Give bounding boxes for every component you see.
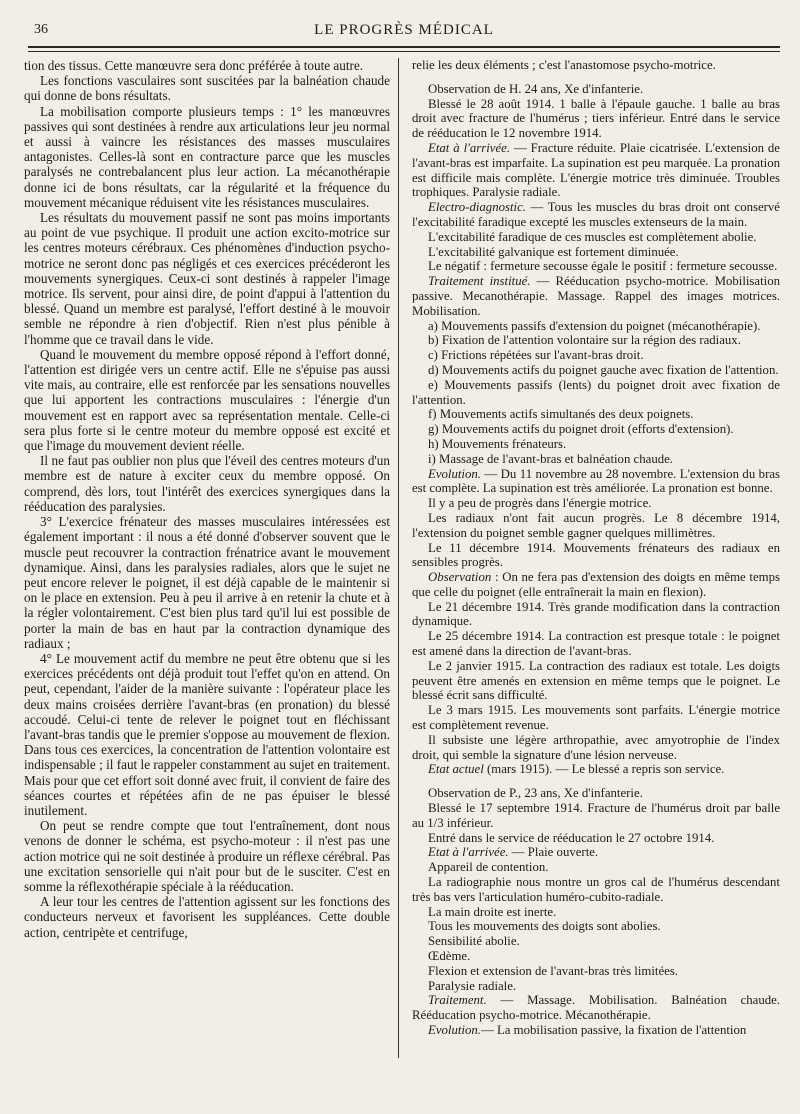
paragraph-text: Le 3 mars 1915. Les mouvements sont parfaits. L'énergie motrice est complètement revenue. — [412, 703, 780, 733]
paragraph — [24, 73, 390, 103]
paragraph-lead: Evolution. — [428, 1023, 481, 1037]
paragraph-text: Paralysie radiale. — [428, 978, 517, 993]
paragraph — [412, 845, 780, 860]
paragraph-text: Blessé le 17 septembre 1914. Fracture de l'humérus droit par balle au 1/3 inférieur. — [412, 801, 780, 830]
paragraph — [24, 58, 390, 73]
paragraph — [412, 934, 780, 949]
paragraph — [412, 964, 780, 979]
paragraph — [412, 1023, 780, 1038]
paragraph — [412, 230, 780, 245]
paragraph — [24, 818, 390, 894]
paragraph-text: — Fracture réduite. Plaie cicatrisée. L'extension de l'avant-bras est imparfaite. La supination est peu marquée. La pronation est difficile mais complète. L'énergie motrice très diminuée. Troubles trophiques. Paralysie radiale. — [412, 140, 780, 200]
paragraph — [412, 949, 780, 964]
paragraph-text: Le 11 décembre 1914. Mouvements frénateurs des radiaux en sensibles progrès. — [412, 540, 780, 570]
paragraph — [412, 245, 780, 260]
paragraph-text: A leur tour les centres de l'attention agissent sur les fonctions des conducteurs nerveux et favorisent les suppléances. Cette double action, centripète et centrifuge, — [24, 894, 390, 940]
paragraph-text: tion des tissus. Cette manœuvre sera donc préférée à toute autre. — [24, 58, 364, 73]
paragraph — [412, 905, 780, 920]
paragraph-text: — Du 11 novembre au 28 novembre. L'extension du bras est complète. La supination est très améliorée. La pronation est bonne. — [412, 466, 780, 496]
paragraph-text: e) Mouvements passifs (lents) du poignet droit avec fixation de l'attention. — [412, 377, 780, 407]
paragraph-text: Il subsiste une légère arthropathie, avec amyotrophie de l'index droit, qui semble la signature d'une lésion nerveuse. — [412, 732, 780, 762]
paragraph-text: Sensibilité abolie. — [428, 934, 520, 949]
paragraph-text: Appareil de contention. — [428, 860, 549, 875]
paragraph-text: c) Frictions répétées sur l'avant-bras droit. — [428, 348, 644, 363]
paragraph — [412, 496, 780, 511]
paragraph — [24, 514, 390, 651]
paragraph — [412, 348, 780, 363]
paragraph — [412, 570, 780, 600]
paragraph — [412, 831, 780, 846]
right-column — [412, 58, 780, 1038]
paragraph — [412, 82, 780, 97]
paragraph — [412, 259, 780, 274]
paragraph-text: — Massage. Mobilisation. Balnéation chaude. Rééducation psycho-motrice. Mécanothérapie. — [412, 993, 780, 1023]
paragraph — [412, 979, 780, 994]
paragraph-text: : On ne fera pas d'extension des doigts en même temps que celle du poignet (elle entraînerait la main en flexion). — [412, 570, 780, 599]
paragraph — [24, 210, 390, 347]
header-rule — [28, 46, 780, 52]
paragraph — [412, 319, 780, 334]
paragraph — [412, 437, 780, 452]
paragraph-text: Les radiaux n'ont fait aucun progrès. Le 8 décembre 1914, l'extension du poignet semble gagner quelques millimètres. — [412, 510, 780, 540]
paragraph-lead: Observation — [428, 570, 492, 585]
paragraph-text: d) Mouvements actifs du poignet gauche avec fixation de l'attention. — [428, 362, 779, 377]
paragraph-lead: Electro-diagnostic. — [428, 200, 526, 215]
paragraph — [412, 333, 780, 348]
paragraph-text: Les fonctions vasculaires sont suscitées par la balnéation chaude qui donne de bons résultats. — [24, 73, 390, 104]
paragraph — [412, 659, 780, 703]
paragraph — [24, 894, 390, 940]
left-column — [24, 58, 390, 940]
paragraph — [412, 919, 780, 934]
paragraph-text: La mobilisation comporte plusieurs temps : 1° les manœuvres passives qui sont destinées à rendre aux articulations leur jeu normal et aussi à vaincre les résistances des masses musculaires antagonistes. Celles-là sont en contracture parce que les muscles paralysés ne contrebalancent plus leur action. La mécanothérapie donne ici de bons résultats, car la régularité et la fréquence du mouvement mécanique réduisent vite les résistances musculaires. — [24, 103, 390, 210]
paragraph-text: Blessé le 28 août 1914. 1 balle à l'épaule gauche. 1 balle au bras droit avec fracture de l'humérus ; tiers inférieur. Entré dans le service de rééducation le 12 novembre 1914. — [412, 96, 780, 141]
paragraph-text: 3° L'exercice frénateur des masses musculaires intéressées est également important : il nous a été donné d'observer souvent que le muscle peut recouvrer la contraction frénatrice avant le mouvement dynamique. Ainsi, dans les paralysies radiales, alors que le sujet ne peut encore relever le poignet, il est déjà capable de le maintenir si on le place en extension. Peu à peu il arrive à en retenir la chute et à la régler volontairement. C'est bien plus tard qu'il lui est possible de porter la main de bas en haut par la contraction dynamique des radiaux ; — [24, 514, 390, 651]
paragraph-text: a) Mouvements passifs d'extension du poignet (mécanothérapie). — [428, 318, 761, 333]
paragraph-text: Entré dans le service de rééducation le 27 octobre 1914. — [428, 830, 715, 845]
paragraph-text: i) Massage de l'avant-bras et balnéation chaude. — [428, 451, 673, 466]
paragraph — [24, 347, 390, 453]
paragraph-text: Flexion et extension de l'avant-bras très limitées. — [428, 963, 679, 978]
paragraph-text: La main droite est inerte. — [428, 904, 557, 919]
paragraph — [412, 422, 780, 437]
paragraph-text: g) Mouvements actifs du poignet droit (efforts d'extension). — [428, 422, 734, 437]
paragraph — [24, 104, 390, 210]
paragraph — [412, 378, 780, 408]
paragraph-lead: Etat à l'arrivée. — [428, 845, 509, 860]
paragraph-text: — Rééducation psycho-motrice. Mobilisation passive. Mecanothérapie. Massage. Rappel des images motrices. Mobilisation. — [412, 274, 780, 318]
paragraph-text: — Tous les muscles du bras droit ont conservé l'excitabilité faradique excepté les muscles extenseurs de la main. — [412, 200, 780, 229]
paragraph-lead: Traitement. — [428, 993, 487, 1008]
paragraph-text: (mars 1915). — Le blessé a repris son service. — [483, 762, 725, 777]
paragraph-text: 4° Le mouvement actif du membre ne peut être obtenu que si les exercices précédents ont déjà produit tout l'effet qu'on en attend. On peut, cependant, l'aider de la manière suivante : l'opérateur place les deux mains croisées derrière l'avant-bras (en pronation) du blessé accoudé. Celui-ci tente de relever le poignet tout en fléchissant l'avant-bras tandis que le premier s'oppose au mouvement de flexion. Dans tous ces exercices, la concentration de l'attention volontaire est indispensable ; il faut le rappeler constamment au sujet en traitement. Mais pour que cet effort soit donné avec fruit, il convient de faire des séances courtes et répétées afin de ne pas épuiser le blessé inutilement. — [24, 650, 390, 818]
paragraph-text: b) Fixation de l'attention volontaire sur la région des radiaux. — [428, 333, 741, 348]
paragraph-lead: Evolution. — [428, 466, 481, 481]
paragraph — [412, 200, 780, 230]
paragraph — [412, 993, 780, 1023]
page-header — [24, 20, 784, 44]
paragraph — [412, 511, 780, 541]
paragraph — [412, 467, 780, 497]
paragraph-text: La radiographie nous montre un gros cal de l'humérus descendant très bas vers l'articulation huméro-cubito-radiale. — [412, 875, 780, 904]
paragraph — [412, 703, 780, 733]
paragraph — [412, 58, 780, 73]
paragraph-text: Observation de H. 24 ans, Xe d'infanterie. — [428, 81, 644, 96]
paragraph-text: Il ne faut pas oublier non plus que l'éveil des centres moteurs d'un membre est de nature à exciter ceux du membre opposé. On comprend, dès lors, tout l'intérêt des exercices synergiques dans la rééducation des paralysies. — [24, 453, 390, 514]
paragraph-lead: Traitement institué. — [428, 274, 531, 289]
paragraph — [412, 541, 780, 571]
paragraph — [412, 762, 780, 777]
paragraph-text: Le 21 décembre 1914. Très grande modification dans la contraction dynamique. — [412, 599, 780, 629]
paragraph — [412, 363, 780, 378]
paragraph — [412, 860, 780, 875]
paragraph — [412, 629, 780, 659]
paragraph-text: Quand le mouvement du membre opposé répond à l'effort donné, l'attention est dirigée vers un centre actif. Elle ne s'épuise pas aussi vite mais, au contraire, elle est renforcée par les sensations nouvelles que lui apportent les contractions musculaires : l'énergie d'un mouvement est en rapport avec sa représentation mentale. Celle-ci sera plus forte si le centre moteur du membre opposé est excité et que l'image du mouvement devient réelle. — [24, 346, 390, 454]
paragraph-text: Le négatif : fermeture secousse égale le positif : fermeture secousse. — [428, 259, 778, 274]
paragraph-text: Œdème. — [428, 949, 471, 964]
paragraph — [412, 407, 780, 422]
paragraph — [412, 786, 780, 801]
paragraph — [412, 97, 780, 141]
paragraph-text: Les résultats du mouvement passif ne sont pas moins importants au point de vue psychique. Il produit une action excito-motrice sur les centres moteurs cérébraux. Ces phénomènes d'induction psycho-motrice ne seront donc pas négligés et ces exercices précéderont les mouvements synergiques. Ceux-ci sont destinés à rappeler l'image motrice. Ils servent, pour ainsi dire, de point d'appui à l'attention du blessé. Quand un membre est paralysé, l'effort destiné à le mouvoir semble ne répondre à rien d'objectif. Rien n'est plus pénible à l'homme que ce travail dans le vide. — [24, 210, 390, 347]
paragraph-text: L'excitabilité faradique de ces muscles est complètement abolie. — [428, 229, 757, 244]
paragraph — [412, 141, 780, 200]
page-number: 36 — [34, 22, 48, 37]
paragraph-text: relie les deux éléments ; c'est l'anastomose psycho-motrice. — [412, 58, 716, 72]
paragraph — [412, 600, 780, 630]
paragraph — [24, 453, 390, 514]
paragraph-lead: Etat actuel — [428, 762, 484, 777]
paragraph — [412, 801, 780, 831]
paragraph — [412, 452, 780, 467]
paragraph-text: Tous les mouvements des doigts sont abolies. — [428, 919, 661, 934]
paragraph-text: — Plaie ouverte. — [508, 845, 599, 860]
column-divider — [398, 58, 399, 1058]
paragraph-text: Le 25 décembre 1914. La contraction est presque totale : le poignet est amené dans la direction de l'avant-bras. — [412, 629, 780, 659]
paragraph — [412, 733, 780, 763]
paragraph-lead: Etat à l'arrivée. — [428, 140, 511, 155]
paragraph — [412, 274, 780, 318]
paragraph — [24, 651, 390, 818]
paragraph-text: h) Mouvements frénateurs. — [428, 436, 567, 451]
journal-title: LE PROGRÈS MÉDICAL — [314, 22, 494, 38]
paragraph-text: On peut se rendre compte que tout l'entraînement, dont nous venons de donner le schéma, est psycho-moteur : il n'est pas une action motrice qui ne soit destinée à produire un réflexe cérébral. Pas une excitation sensorielle qui n'ait pour but de le susciter. C'est en somme la réflexothérapie spéciale à la rééducation. — [24, 818, 390, 894]
paragraph-text: Le 2 janvier 1915. La contraction des radiaux est totale. Les doigts peuvent être amenés en extension en même temps que le poignet. Le blessé écrit sans difficulté. — [412, 658, 780, 703]
paragraph-text: Il y a peu de progrès dans l'énergie motrice. — [428, 496, 652, 511]
paragraph-text: Observation de P., 23 ans, Xe d'infanterie. — [428, 786, 643, 801]
paragraph-text: — La mobilisation passive, la fixation de l'attention — [480, 1023, 747, 1037]
paragraph — [412, 875, 780, 905]
paragraph-text: L'excitabilité galvanique est fortement diminuée. — [428, 244, 679, 259]
paragraph-text: f) Mouvements actifs simultanés des deux poignets. — [428, 407, 694, 422]
